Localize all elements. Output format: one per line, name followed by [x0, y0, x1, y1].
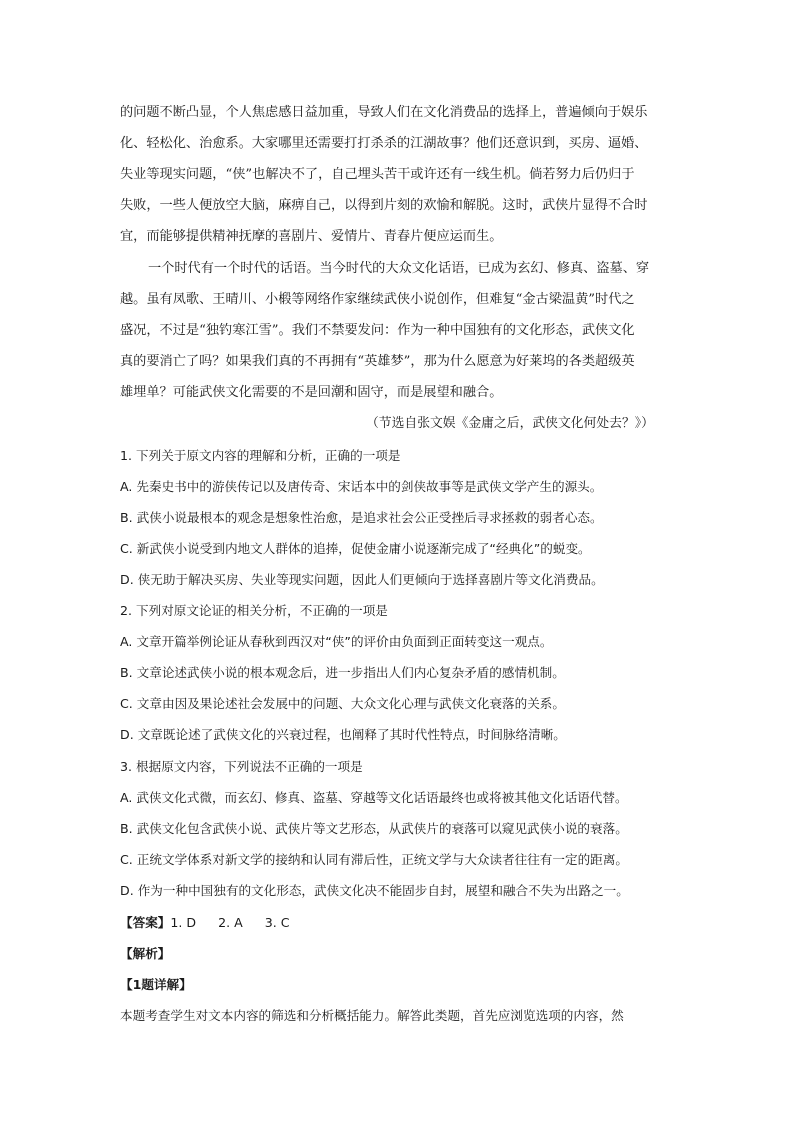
passage-line: 失业等现实问题，“侠”也解决不了，自己埋头苦干或许还有一线生机。倘若努力后仍归于	[120, 167, 635, 182]
passage-line: 盛况，不过是“独钓寒江雪”。我们不禁要发问：作为一种中国独有的文化形态，武侠文化	[120, 323, 635, 338]
question-option: A. 武侠文化式微，而玄幻、修真、盗墓、穿越等文化话语最终也或将被其他文化话语代替。	[120, 790, 628, 805]
answer-value: 1. D	[170, 915, 197, 930]
question-option: D. 文章既论述了武侠文化的兴衰过程，也阐释了其时代性特点，时间脉络清晰。	[120, 727, 566, 742]
question-option: B. 文章论述武侠小说的根本观念后，进一步指出人们内心复杂矛盾的感情机制。	[120, 665, 565, 680]
question-stem: 2. 下列对原文论证的相关分析，不正确的一项是	[120, 603, 388, 618]
passage-line: 越。虽有凤歌、王晴川、小椴等网络作家继续武侠小说创作，但难复“金古梁温黄”时代之	[120, 292, 635, 307]
question-option: D. 作为一种中国独有的文化形态，武侠文化决不能固步自封，展望和融合不失为出路之一。	[120, 883, 629, 898]
answer-label: 【答案】	[120, 915, 171, 930]
passage-source: （节选自张文娱《金庸之后，武侠文化何处去？》）	[366, 416, 654, 431]
passage-line: 失败，一些人便放空大脑，麻痹自己，以得到片刻的欢愉和解脱。这时，武侠片显得不合时	[120, 198, 648, 213]
passage-line: 化、轻松化、治愈系。大家哪里还需要打打杀杀的江湖故事？他们还意识到，买房、逼婚、	[120, 136, 648, 151]
question-stem: 1. 下列关于原文内容的理解和分析，正确的一项是	[120, 448, 401, 463]
question-option: B. 武侠小说最根本的观念是想象性治愈，是追求社会公正受挫后寻求拯救的弱者心态。	[120, 510, 603, 525]
question-option: B. 武侠文化包含武侠小说、武侠片等文艺形态，从武侠片的衰落可以窥见武侠小说的衰落。	[120, 821, 628, 836]
question-option: C. 正统文学体系对新文学的接纳和认同有滞后性，正统文学与大众读者往往有一定的距离。	[120, 852, 628, 867]
analysis-label: 【解析】	[120, 946, 171, 961]
question-option: D. 侠无助于解决买房、失业等现实问题，因此人们更倾向于选择喜剧片等文化消费品。	[120, 572, 604, 587]
passage-line: 的问题不断凸显，个人焦虑感日益加重，导致人们在文化消费品的选择上，普遍倾向于娱乐	[120, 105, 648, 120]
passage-line: 宜，而能够提供精神抚摩的喜剧片、爱情片、青春片便应运而生。	[120, 229, 503, 244]
passage-line: 一个时代有一个时代的话语。当今时代的大众文化话语，已成为玄幻、修真、盗墓、穿	[148, 261, 650, 276]
analysis-detail-label: 【1题详解】	[120, 977, 192, 992]
question-option: A. 文章开篇举例论证从春秋到西汉对“侠”的评价由负面到正面转变这一观点。	[120, 634, 553, 649]
question-option: C. 新武侠小说受到内地文人群体的追捧，促使金庸小说逐渐完成了“经典化”的蜕变。	[120, 541, 591, 556]
answer-value: 3. C	[264, 915, 290, 930]
analysis-text: 本题考查学生对文本内容的筛选和分析概括能力。解答此类题，首先应浏览选项的内容，然	[120, 1008, 624, 1023]
answer-value: 2. A	[218, 915, 243, 930]
answer-line	[120, 914, 680, 932]
question-option: C. 文章由因及果论述社会发展中的问题、大众文化心理与武侠文化衰落的关系。	[120, 696, 565, 711]
passage-line: 真的要消亡了吗？如果我们真的不再拥有“英雄梦”，那为什么愿意为好莱坞的各类超级英	[120, 354, 635, 369]
passage-line: 雄埋单？可能武侠文化需要的不是回潮和固守，而是展望和融合。	[120, 385, 503, 400]
question-option: A. 先秦史书中的游侠传记以及唐传奇、宋话本中的剑侠故事等是武侠文学产生的源头。	[120, 479, 603, 494]
question-stem: 3. 根据原文内容，下列说法不正确的一项是	[120, 759, 363, 774]
